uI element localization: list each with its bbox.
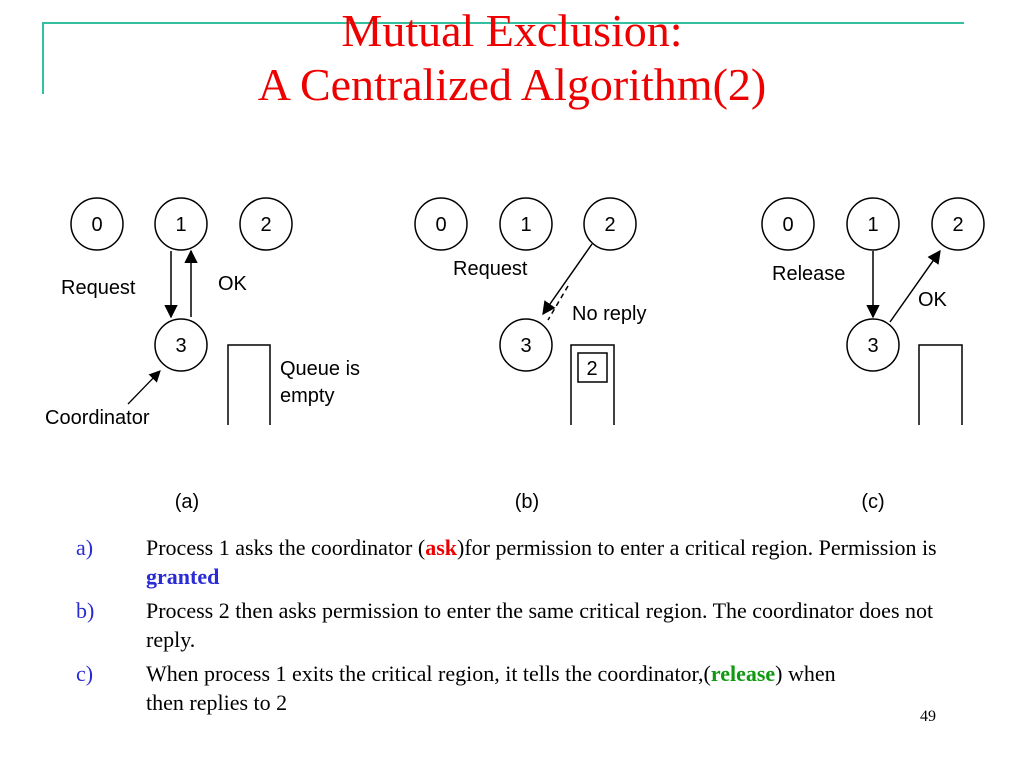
- queue-item-b-label: 2: [586, 358, 598, 380]
- slide-title: [0, 4, 1024, 112]
- release-keyword: release: [710, 661, 776, 686]
- node-c-1-label: 1: [867, 214, 879, 236]
- ok-label-a: OK: [218, 273, 247, 295]
- queue-box-a: [228, 345, 270, 425]
- ok-label-c: OK: [918, 289, 947, 311]
- no-reply-label: No reply: [572, 303, 647, 325]
- node-a-2-label: 2: [260, 214, 272, 236]
- node-b-1-label: 1: [520, 214, 532, 236]
- caption-b: (b): [514, 491, 540, 513]
- coordinator-label: Coordinator: [45, 407, 150, 429]
- node-a-1-label: 1: [175, 214, 187, 236]
- bullet-text-post: ) when then replies to 2: [146, 661, 836, 715]
- release-label-c: Release: [772, 263, 846, 285]
- node-b-3-label: 3: [520, 335, 532, 357]
- diagram-a: [45, 198, 360, 513]
- ok-arrow-c: [890, 251, 940, 322]
- bullet-c: [76, 659, 956, 717]
- title-line-2: A Centralized Algorithm(2): [257, 59, 767, 110]
- node-a-3-label: 3: [175, 335, 187, 357]
- node-a-0-label: 0: [91, 214, 103, 236]
- node-c-2-label: 2: [952, 214, 964, 236]
- bullet-marker: c): [76, 661, 94, 686]
- bullet-a: [76, 533, 956, 591]
- page-number: 49: [920, 708, 936, 725]
- node-b-2-label: 2: [604, 214, 616, 236]
- diagram-b: [415, 198, 646, 513]
- bullet-text: [146, 659, 956, 717]
- caption-a: (a): [174, 491, 200, 513]
- bullet-marker: a): [76, 535, 94, 560]
- bullet-text-pre: Process 1 asks the coordinator (: [146, 535, 426, 560]
- bullet-text: Process 2 then asks permission to enter the same critical region. The coordinator does not reply.: [146, 598, 934, 652]
- mutual-exclusion-diagram: [0, 180, 1024, 520]
- bullet-text-post: )for permission to enter a critical region. Permission is: [457, 535, 937, 560]
- bullet-text: [146, 533, 956, 591]
- queue-label-a-line2: empty: [280, 385, 335, 407]
- node-b-0-label: 0: [435, 214, 447, 236]
- queue-label-a-line1: Queue is: [280, 358, 361, 380]
- queue-box-c: [919, 345, 962, 425]
- granted-keyword: granted: [146, 564, 220, 589]
- bullet-b: [76, 596, 956, 654]
- node-c-3-label: 3: [867, 335, 879, 357]
- bullet-text-pre: When process 1 exits the critical region, it tells the coordinator,(: [146, 661, 711, 686]
- ask-keyword: ask: [425, 535, 458, 560]
- diagram-c: [762, 198, 984, 513]
- explanation-list: [76, 533, 956, 722]
- request-label-a: Request: [61, 277, 136, 299]
- caption-c: (c): [861, 491, 885, 513]
- node-c-0-label: 0: [782, 214, 794, 236]
- bullet-marker: b): [76, 598, 95, 623]
- title-line-1: Mutual Exclusion:: [341, 5, 683, 56]
- request-label-b: Request: [453, 258, 528, 280]
- coordinator-pointer-arrow: [128, 371, 160, 404]
